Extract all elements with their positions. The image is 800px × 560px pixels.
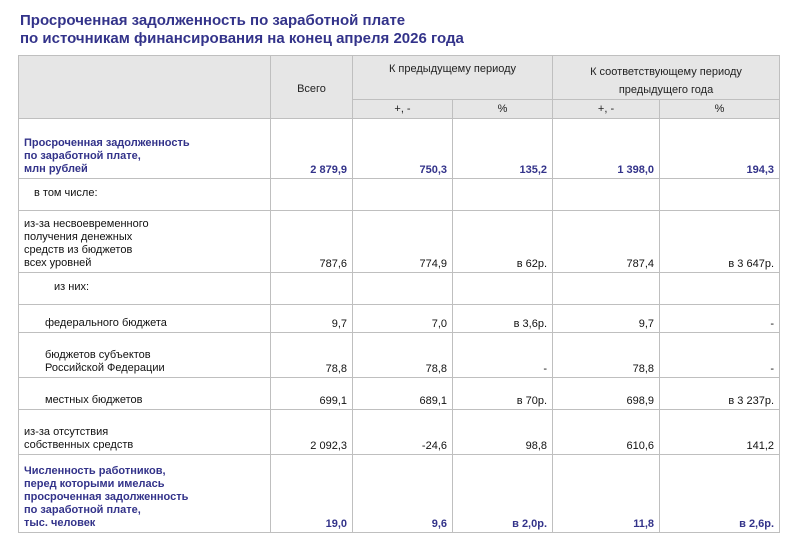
row-label: из-за отсутствия собственных средств	[19, 410, 271, 455]
cell-total: 2 879,9	[271, 119, 353, 179]
row-label: в том числе:	[19, 179, 271, 211]
row-label: федерального бюджета	[19, 305, 271, 333]
cell-year-abs: 610,6	[553, 410, 660, 455]
row-label: местных бюджетов	[19, 378, 271, 410]
cell-prev-pct: в 62р.	[453, 211, 553, 273]
table-row	[19, 333, 780, 378]
cell-year-pct: -	[660, 333, 780, 378]
table-row	[19, 378, 780, 410]
cell-prev-pct: 135,2	[453, 119, 553, 179]
cell-year-abs: 1 398,0	[553, 119, 660, 179]
header-year-abs: +, -	[553, 100, 660, 119]
cell-prev-abs	[353, 179, 453, 211]
cell-prev-pct	[453, 179, 553, 211]
cell-year-pct: 141,2	[660, 410, 780, 455]
table-row	[19, 305, 780, 333]
cell-total: 78,8	[271, 333, 353, 378]
cell-total: 787,6	[271, 211, 353, 273]
cell-year-pct	[660, 179, 780, 211]
table-row	[19, 119, 780, 179]
cell-year-abs: 78,8	[553, 333, 660, 378]
cell-year-pct	[660, 273, 780, 305]
cell-year-pct: в 3 647р.	[660, 211, 780, 273]
header-prev-abs: +, -	[353, 100, 453, 119]
cell-year-pct: в 2,6р.	[660, 455, 780, 533]
cell-year-abs	[553, 179, 660, 211]
row-label: из них:	[19, 273, 271, 305]
cell-year-pct: в 3 237р.	[660, 378, 780, 410]
cell-prev-abs: 9,6	[353, 455, 453, 533]
page-title	[20, 12, 464, 48]
cell-year-abs: 9,7	[553, 305, 660, 333]
cell-prev-abs: 78,8	[353, 333, 453, 378]
cell-year-abs: 11,8	[553, 455, 660, 533]
cell-prev-abs: -24,6	[353, 410, 453, 455]
cell-year-pct: 194,3	[660, 119, 780, 179]
cell-total: 19,0	[271, 455, 353, 533]
row-label: из-за несвоевременного получения денежных средств из бюджетов всех уровней	[19, 211, 271, 273]
cell-prev-pct	[453, 273, 553, 305]
cell-prev-pct: 98,8	[453, 410, 553, 455]
table-row	[19, 410, 780, 455]
cell-year-abs: 698,9	[553, 378, 660, 410]
cell-prev-abs: 7,0	[353, 305, 453, 333]
title-line-2: по источникам финансирования на конец апреля 2026 года	[20, 30, 464, 47]
cell-prev-pct: -	[453, 333, 553, 378]
header-total: Всего	[271, 56, 353, 119]
cell-total	[271, 179, 353, 211]
cell-prev-abs: 689,1	[353, 378, 453, 410]
header-prev-pct: %	[453, 100, 553, 119]
header-label-cell	[19, 56, 271, 119]
cell-total: 699,1	[271, 378, 353, 410]
table-row	[19, 179, 780, 211]
cell-total: 2 092,3	[271, 410, 353, 455]
cell-year-abs: 787,4	[553, 211, 660, 273]
row-label: Численность работников, перед которыми имелась просроченная задолженность по заработной плате, тыс. человек	[19, 455, 271, 533]
cell-prev-pct: в 3,6р.	[453, 305, 553, 333]
row-label: Просроченная задолженность по заработной плате, млн рублей	[19, 119, 271, 179]
cell-prev-abs: 774,9	[353, 211, 453, 273]
cell-total	[271, 273, 353, 305]
cell-total: 9,7	[271, 305, 353, 333]
header-prev-year: К соответствующему периоду предыдущего года	[553, 56, 780, 100]
header-prev-period: К предыдущему периоду	[353, 56, 553, 100]
table-row	[19, 273, 780, 305]
cell-prev-pct: в 2,0р.	[453, 455, 553, 533]
header-year-pct: %	[660, 100, 780, 119]
cell-year-pct: -	[660, 305, 780, 333]
title-line-1: Просроченная задолженность по заработной плате	[20, 12, 406, 29]
cell-prev-abs: 750,3	[353, 119, 453, 179]
cell-year-abs	[553, 273, 660, 305]
table-row	[19, 211, 780, 273]
wage-arrears-table	[18, 55, 780, 533]
cell-prev-pct: в 70р.	[453, 378, 553, 410]
table-row	[19, 455, 780, 533]
cell-prev-abs	[353, 273, 453, 305]
row-label: бюджетов субъектов Российской Федерации	[19, 333, 271, 378]
